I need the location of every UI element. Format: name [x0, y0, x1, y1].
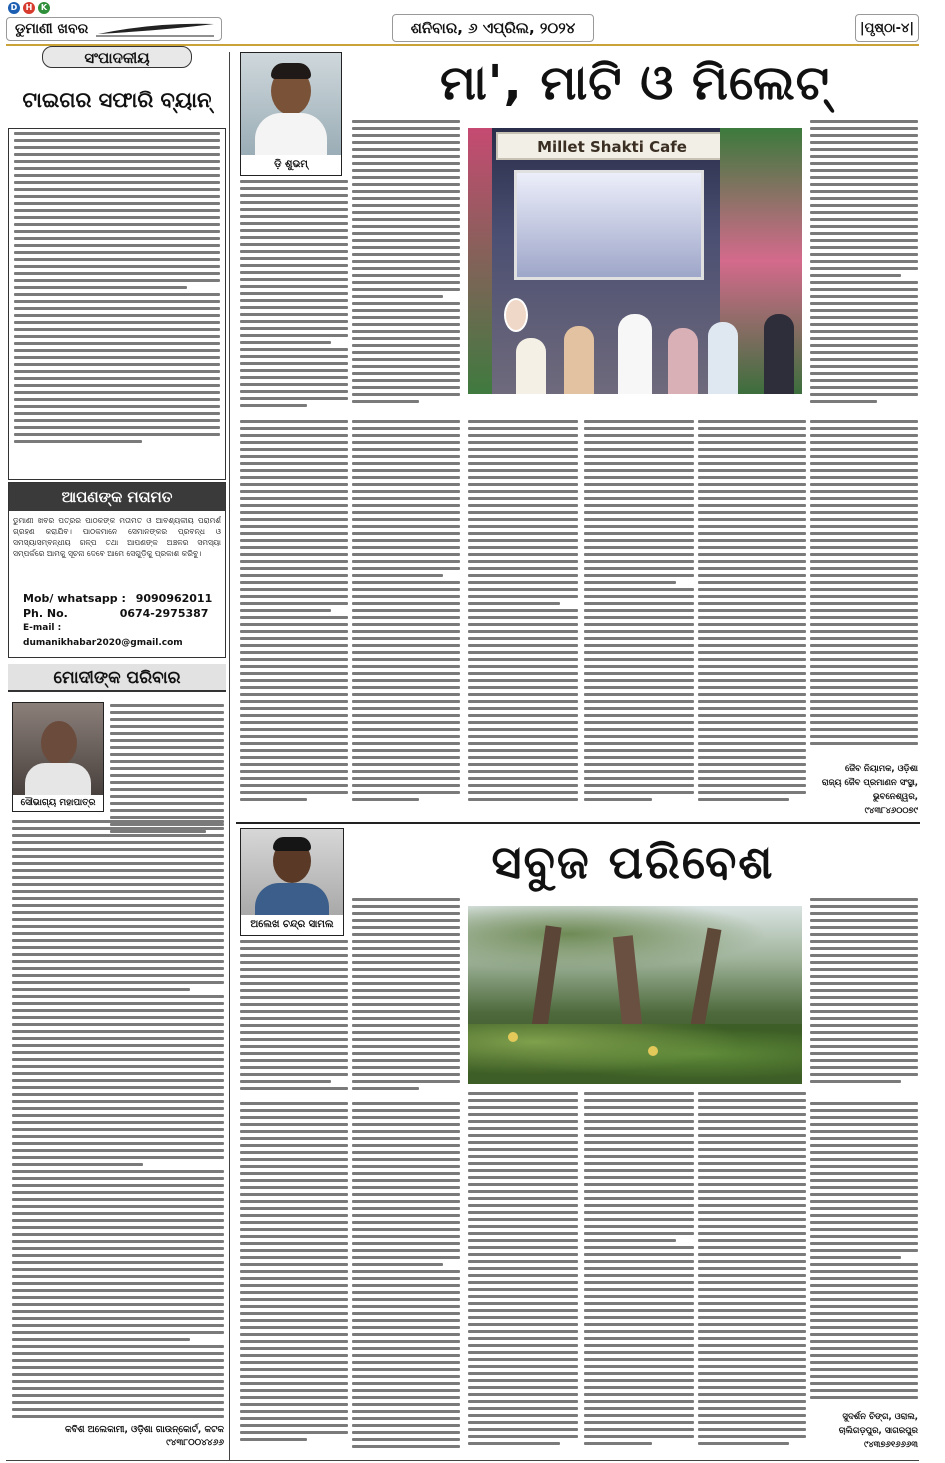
millet-cafe-photo [468, 128, 802, 394]
article1-credit: ଜୈବ ନିୟାମକ, ଓଡ଼ିଶା ରାଜ୍ୟ ଜୈବ ପ୍ରମାଣନ ସଂସ୍ଥା, ଭୁବନେଶ୍ୱର, ୯୪୩୮୪୬୦୦୭୯ [810, 762, 918, 818]
editorial-label: ସଂପାଦକୀୟ [84, 49, 150, 67]
editorial-header [42, 46, 192, 68]
logo-letter: H [23, 2, 35, 14]
article2-col5-bottom [698, 1092, 806, 1460]
opinion-label: ଆପଣଙ୍କ ମତାମତ [61, 488, 173, 506]
modi-byline: କବିଶ ଅଲେକାମୀ, ଓଡ଼ିଶା ଗାଉନ୍‌କୋର୍ଟ, କଟକ ୯୪୩୮୦୦୪୪୬୬ [8, 1424, 224, 1450]
quill-icon [96, 20, 216, 38]
article1-col1-top [240, 180, 348, 414]
article1-col1-bottom [240, 420, 348, 820]
article2-col4-bottom [584, 1092, 694, 1460]
date-box [392, 14, 594, 42]
modi-title: ମୋଦୀଙ୍କ ପରିବାର [53, 668, 181, 688]
article1-col3-bottom [468, 420, 578, 820]
opinion-header [9, 483, 225, 511]
article-divider [236, 822, 920, 824]
modi-body [12, 820, 224, 1420]
author-caption: ଅଲେଖ ଚନ୍ଦ୍ର ସାମଲ [241, 915, 343, 935]
mobile-row: Mob/ whatsapp : 9090962011 [23, 592, 213, 605]
article1-title [352, 50, 918, 116]
article2-title-text: ସବୁଜ ପରିବେଶ [491, 835, 775, 889]
mobile-number: 9090962011 [135, 592, 213, 605]
article1-col5-top [810, 120, 918, 414]
article-sabuja-paribesha [236, 826, 920, 1460]
article2-col6-bottom [810, 1102, 918, 1402]
editorial-title [8, 88, 226, 113]
article2-col1-top [240, 940, 348, 1096]
opinion-contacts [23, 591, 221, 651]
page-number: |ପୃଷ୍ଠା-୪| [859, 20, 915, 36]
paper-name-box [6, 17, 222, 41]
article1-title-text: ମା', ମାଟି ଓ ମିଲେଟ୍ [439, 55, 831, 111]
article1-col4-bottom [584, 420, 694, 820]
article1-col5-bottom [698, 420, 806, 820]
forest-photo [468, 906, 802, 1084]
logo [8, 2, 50, 14]
email-row: E-mail : dumanikhabar2020@gmail.com [23, 623, 183, 648]
left-column-rule [229, 52, 230, 1460]
author-photo-shubham [240, 52, 342, 176]
article2-phone: ୯୪୩୭୬୧୬୬୬୩ [863, 1440, 918, 1450]
logo-letter: D [8, 2, 20, 14]
phone-number: 0674-2975387 [119, 607, 209, 620]
modi-section [8, 664, 226, 1460]
logo-letter: K [38, 2, 50, 14]
opinion-section [8, 482, 226, 658]
article2-col5-top [810, 898, 918, 1096]
author-caption: ସୌଭାଗ୍ୟ ମହାପାତ୍ର [13, 795, 103, 811]
paper-name: ଡୁମାଣୀ ଖବର [15, 21, 89, 37]
editorial-body [14, 132, 220, 476]
opinion-body: ଡୁମାଣୀ ଖବର ପତ୍ରର ପାଠକଙ୍କ ମତାମତ ଓ ଆବଶ୍ୟକୀୟ ପରାମର୍ଶ ଗ୍ରହଣ କରାଯିବ। ପାଠକମାନେ ସେମାନଙ୍କର ପ୍ରବନ୍ଧ ଓ ସମସ୍ୟାସମ୍ବନ୍ଧୀୟ ଗଳ୍ପ ତଥା ଆପଣଙ୍କ ଅଞ୍ଚଳର ସମସ୍ୟା ସମ୍ପର୍କରେ ଆମକୁ ସୂଚନା ଦେବେ ଆମେ ସେଗୁଡ଼ିକୁ ପ୍ରକାଶ କରିବୁ। [13, 516, 221, 558]
modi-phone: ୯୪୩୮୦୦୪୪୬୬ [166, 1438, 224, 1448]
editorial-section [8, 48, 226, 478]
author-photo-alekh [240, 828, 344, 936]
article2-credit: ସୁଦର୍ଶନ ଚିଙ୍ଗ, ଓରାଲ, ଚାଲିଗଡ଼ପୁର, ସାଗରପୁର ୯୪୩୭୬୧୬୬୬୩ [796, 1410, 918, 1452]
cafe-sign: Millet Shakti Cafe [537, 138, 687, 156]
page-number-box [855, 14, 919, 42]
article2-title [348, 830, 918, 894]
article1-col2-bottom [352, 420, 460, 820]
article2-col1-bottom [240, 1102, 348, 1460]
author-photo-saubhagya [12, 702, 104, 812]
modi-header [8, 664, 226, 692]
article1-phone: ୯୪୩୮୪୬୦୦୭୯ [864, 806, 918, 816]
author-caption: ଡ଼ି ଶୁଭମ୍ [241, 155, 341, 175]
email-address: dumanikhabar2020@gmail.com [23, 638, 183, 648]
page-bottom-rule [6, 1460, 919, 1461]
issue-date: ଶନିବାର, ୬ ଏପ୍ରିଲ, ୨୦୨୪ [410, 19, 576, 37]
article2-col2-top [352, 898, 460, 1096]
article1-col6-bottom [810, 420, 918, 746]
phone-row: Ph. No. 0674-2975387 [23, 607, 209, 620]
article2-col3-bottom [468, 1092, 578, 1460]
article-maa-mati-millet [236, 50, 920, 820]
masthead [0, 0, 945, 48]
article1-col2-top [352, 120, 460, 414]
article2-col2-bottom [352, 1102, 460, 1460]
editorial-title-text: ଟାଇଗର ସଫାରି ବ୍ୟାନ୍ [22, 88, 212, 112]
